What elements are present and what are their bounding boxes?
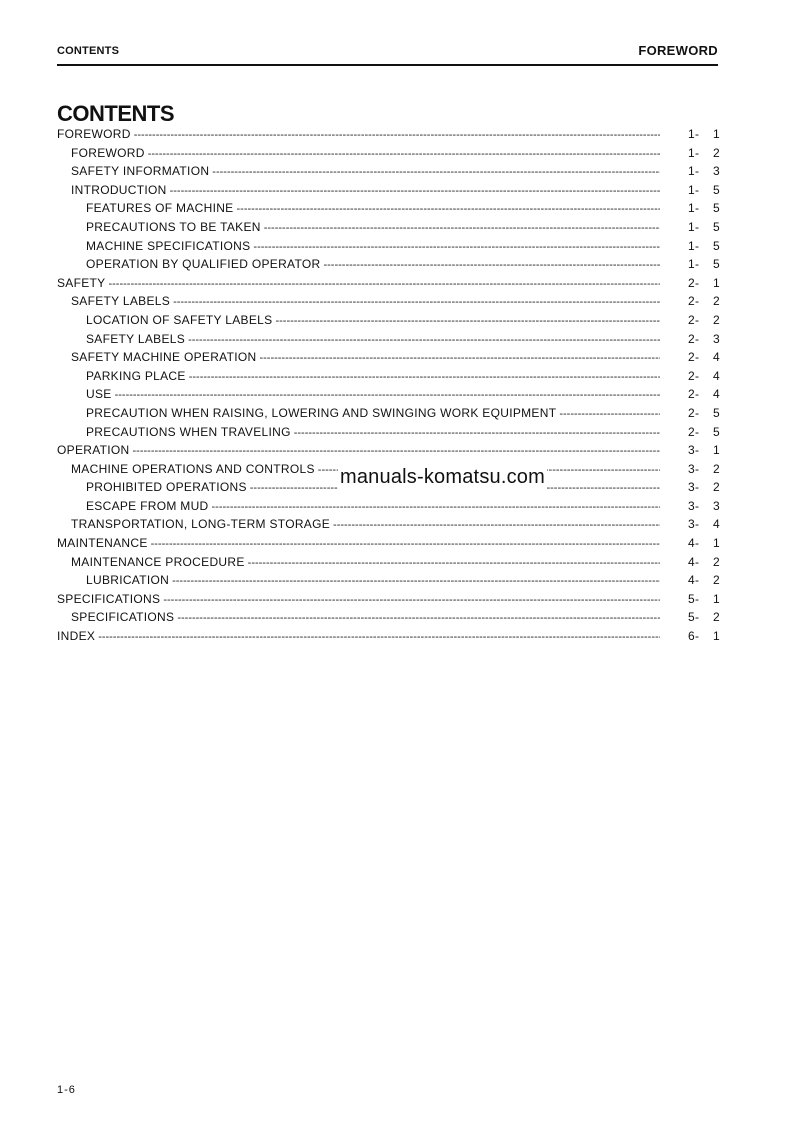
toc-entry-page-ref — [660, 276, 720, 290]
toc-entry-page-ref — [660, 499, 720, 513]
toc-entry-page: 2 — [713, 461, 720, 476]
toc-entry-page: 1 — [713, 629, 720, 644]
toc-entry-title: PROHIBITED OPERATIONS — [86, 480, 247, 495]
toc-entry-page-ref — [660, 517, 720, 531]
toc-dot-leader — [212, 499, 660, 513]
toc-dot-leader — [212, 164, 660, 178]
watermark-text: manuals-komatsu.com — [340, 466, 545, 488]
toc-entry-page: 1 — [713, 536, 720, 551]
toc-entry-page-ref — [660, 294, 720, 308]
toc-entry[interactable] — [57, 406, 720, 425]
toc-entry-title: SAFETY MACHINE OPERATION — [71, 350, 257, 365]
toc-entry[interactable] — [57, 536, 720, 555]
footer-page-number: 1-6 — [57, 1084, 76, 1096]
toc-dot-leader — [173, 294, 660, 308]
toc-entry-chapter: 4- — [688, 573, 700, 588]
toc-entry-page: 2 — [713, 554, 720, 569]
toc-entry-page-ref — [660, 313, 720, 327]
toc-entry-page-ref — [660, 387, 720, 401]
toc-entry[interactable] — [57, 555, 720, 574]
toc-entry[interactable] — [57, 592, 720, 611]
toc-entry-page-ref — [660, 610, 720, 624]
toc-entry[interactable] — [57, 332, 720, 351]
toc-entry-title: PARKING PLACE — [86, 368, 186, 383]
toc-entry-chapter: 2- — [688, 405, 700, 420]
toc-entry-chapter: 3- — [688, 498, 700, 513]
toc-entry-page: 4 — [713, 368, 720, 383]
toc-entry-chapter: 1- — [688, 238, 700, 253]
toc-entry-chapter: 4- — [688, 554, 700, 569]
toc-entry-chapter: 1- — [688, 164, 700, 179]
toc-entry[interactable] — [57, 146, 720, 165]
toc-entry-chapter: 3- — [688, 480, 700, 495]
toc-entry-page: 1 — [713, 591, 720, 606]
toc-entry[interactable] — [57, 387, 720, 406]
toc-entry-title: MAINTENANCE PROCEDURE — [71, 554, 245, 569]
toc-dot-leader — [189, 369, 660, 383]
toc-entry-title: FEATURES OF MACHINE — [86, 201, 234, 216]
toc-entry-page: 4 — [713, 517, 720, 532]
toc-dot-leader — [134, 127, 660, 141]
toc-dot-leader — [323, 257, 660, 271]
toc-entry-title: FOREWORD — [57, 127, 131, 141]
toc-entry-page-ref — [660, 592, 720, 606]
toc-dot-leader — [177, 610, 660, 624]
toc-dot-leader — [264, 220, 660, 234]
toc-entry-chapter: 2- — [688, 331, 700, 346]
toc-entry-page: 4 — [713, 387, 720, 402]
toc-entry-chapter: 6- — [688, 629, 700, 644]
toc-entry-chapter: 5- — [688, 610, 700, 625]
toc-entry-page-ref — [660, 201, 720, 215]
toc-entry-page-ref — [660, 406, 720, 420]
toc-dot-leader — [275, 313, 660, 327]
toc-entry-page-ref — [660, 127, 720, 141]
toc-entry-chapter: 1- — [688, 127, 700, 141]
toc-dot-leader — [333, 517, 660, 531]
header-divider — [57, 64, 718, 66]
toc-entry-page-ref — [660, 536, 720, 550]
toc-entry-title: PRECAUTION WHEN RAISING, LOWERING AND SWINGING WORK EQUIPMENT — [86, 405, 557, 420]
toc-entry[interactable] — [57, 629, 720, 648]
toc-entry-title: USE — [86, 387, 112, 402]
toc-entry-chapter: 2- — [688, 368, 700, 383]
toc-entry[interactable] — [57, 610, 720, 629]
toc-entry-chapter: 3- — [688, 443, 700, 458]
toc-entry-page-ref — [660, 164, 720, 178]
toc-entry-title: TRANSPORTATION, LONG-TERM STORAGE — [71, 517, 331, 532]
toc-entry-page: 5 — [713, 238, 720, 253]
toc-entry-chapter: 2- — [688, 275, 700, 290]
toc-entry-page: 2 — [713, 573, 720, 588]
toc-entry-chapter: 1- — [688, 145, 700, 160]
toc-entry-chapter: 3- — [688, 461, 700, 476]
toc-entry-chapter: 1- — [688, 201, 700, 216]
toc-dot-leader — [248, 555, 660, 569]
toc-dot-leader — [148, 146, 660, 160]
toc-entry-page: 3 — [713, 164, 720, 179]
toc-entry-page: 5 — [713, 201, 720, 216]
toc-entry-title: MACHINE OPERATIONS AND CONTROLS — [71, 461, 315, 476]
toc-entry-page-ref — [660, 332, 720, 346]
toc-entry-page-ref — [660, 350, 720, 364]
toc-entry-page: 5 — [713, 405, 720, 420]
running-header-section: CONTENTS — [57, 45, 120, 57]
toc-entry-title: INDEX — [57, 629, 96, 644]
toc-entry-page: 2 — [713, 294, 720, 309]
toc-entry-page-ref — [660, 629, 720, 643]
toc-entry-page-ref — [660, 257, 720, 271]
toc-dot-leader — [559, 406, 660, 420]
toc-entry-page: 5 — [713, 257, 720, 272]
toc-entry-page-ref — [660, 573, 720, 587]
toc-dot-leader — [188, 332, 660, 346]
toc-dot-leader — [133, 443, 661, 457]
toc-entry[interactable] — [57, 313, 720, 332]
toc-entry-title: MAINTENANCE — [57, 536, 148, 551]
toc-dot-leader — [237, 201, 661, 215]
toc-entry-page-ref — [660, 443, 720, 457]
toc-entry-page-ref — [660, 183, 720, 197]
toc-entry-title: SAFETY LABELS — [71, 294, 171, 309]
toc-entry[interactable] — [57, 517, 720, 536]
toc-entry-title: MACHINE SPECIFICATIONS — [86, 238, 251, 253]
toc-entry-chapter: 1- — [688, 182, 700, 197]
toc-entry-title: OPERATION — [57, 443, 130, 458]
toc-entry-title: LOCATION OF SAFETY LABELS — [86, 312, 273, 327]
page-title: CONTENTS — [57, 101, 174, 126]
toc-entry[interactable] — [57, 183, 720, 202]
toc-entry-chapter: 2- — [688, 424, 700, 439]
toc-entry[interactable] — [57, 201, 720, 220]
toc-entry-title: LUBRICATION — [86, 573, 170, 588]
toc-entry-page: 1 — [713, 443, 720, 458]
toc-entry[interactable] — [57, 239, 720, 258]
toc-entry[interactable] — [57, 257, 720, 276]
toc-entry[interactable] — [57, 573, 720, 592]
toc-dot-leader — [163, 592, 660, 606]
toc-entry-page-ref — [660, 480, 720, 494]
toc-entry[interactable] — [57, 369, 720, 388]
toc-dot-leader — [259, 350, 660, 364]
running-header-chapter: FOREWORD — [638, 43, 718, 58]
toc-entry-page: 4 — [713, 350, 720, 365]
toc-dot-leader — [172, 573, 660, 587]
toc-entry[interactable] — [57, 425, 720, 444]
toc-entry-chapter: 5- — [688, 591, 700, 606]
toc-entry-page: 2 — [713, 610, 720, 625]
toc-entry-chapter: 3- — [688, 517, 700, 532]
toc-entry-title: PRECAUTIONS TO BE TAKEN — [86, 219, 261, 234]
toc-entry-title: ESCAPE FROM MUD — [86, 498, 209, 513]
toc-entry-title: FOREWORD — [71, 145, 145, 160]
toc-entry[interactable] — [57, 294, 720, 313]
toc-entry-title: SAFETY — [57, 275, 106, 290]
toc-entry-title: SPECIFICATIONS — [57, 591, 161, 606]
toc-entry-chapter: 1- — [688, 219, 700, 234]
toc-entry-chapter: 2- — [688, 312, 700, 327]
toc-dot-leader — [151, 536, 660, 550]
toc-entry-page: 2 — [713, 145, 720, 160]
toc-entry-title: SPECIFICATIONS — [71, 610, 175, 625]
toc-entry[interactable] — [57, 499, 720, 518]
toc-entry-page: 1 — [713, 127, 720, 141]
toc-entry-title: OPERATION BY QUALIFIED OPERATOR — [86, 257, 321, 272]
toc-entry-page-ref — [660, 555, 720, 569]
toc-entry-page-ref — [660, 425, 720, 439]
toc-entry-page: 3 — [713, 498, 720, 513]
toc-entry-page: 2 — [713, 480, 720, 495]
toc-entry-chapter: 4- — [688, 536, 700, 551]
toc-entry-title: SAFETY INFORMATION — [71, 164, 210, 179]
toc-entry-page: 5 — [713, 219, 720, 234]
toc-entry-page: 3 — [713, 331, 720, 346]
toc-entry-title: SAFETY LABELS — [86, 331, 186, 346]
toc-entry[interactable] — [57, 127, 720, 146]
toc-entry-page-ref — [660, 146, 720, 160]
toc-entry-page: 1 — [713, 275, 720, 290]
toc-entry[interactable] — [57, 276, 720, 295]
toc-entry-page: 5 — [713, 424, 720, 439]
toc-entry-page-ref — [660, 462, 720, 476]
toc-entry[interactable] — [57, 220, 720, 239]
toc-entry[interactable] — [57, 350, 720, 369]
toc-entry-title: PRECAUTIONS WHEN TRAVELING — [86, 424, 291, 439]
toc-entry-chapter: 1- — [688, 257, 700, 272]
toc-dot-leader — [253, 239, 660, 253]
toc-entry-page-ref — [660, 220, 720, 234]
toc-dot-leader — [294, 425, 660, 439]
toc-entry-page-ref — [660, 239, 720, 253]
toc-entry-chapter: 2- — [688, 350, 700, 365]
toc-entry[interactable] — [57, 443, 720, 462]
toc-entry-page: 5 — [713, 182, 720, 197]
toc-dot-leader — [170, 183, 660, 197]
toc-dot-leader — [108, 276, 660, 290]
table-of-contents — [57, 127, 720, 648]
toc-entry-chapter: 2- — [688, 387, 700, 402]
toc-entry-page: 2 — [713, 312, 720, 327]
toc-dot-leader — [115, 387, 660, 401]
toc-dot-leader — [98, 629, 660, 643]
toc-entry-page-ref — [660, 369, 720, 383]
toc-entry[interactable] — [57, 164, 720, 183]
toc-entry-chapter: 2- — [688, 294, 700, 309]
toc-entry-title: INTRODUCTION — [71, 182, 167, 197]
